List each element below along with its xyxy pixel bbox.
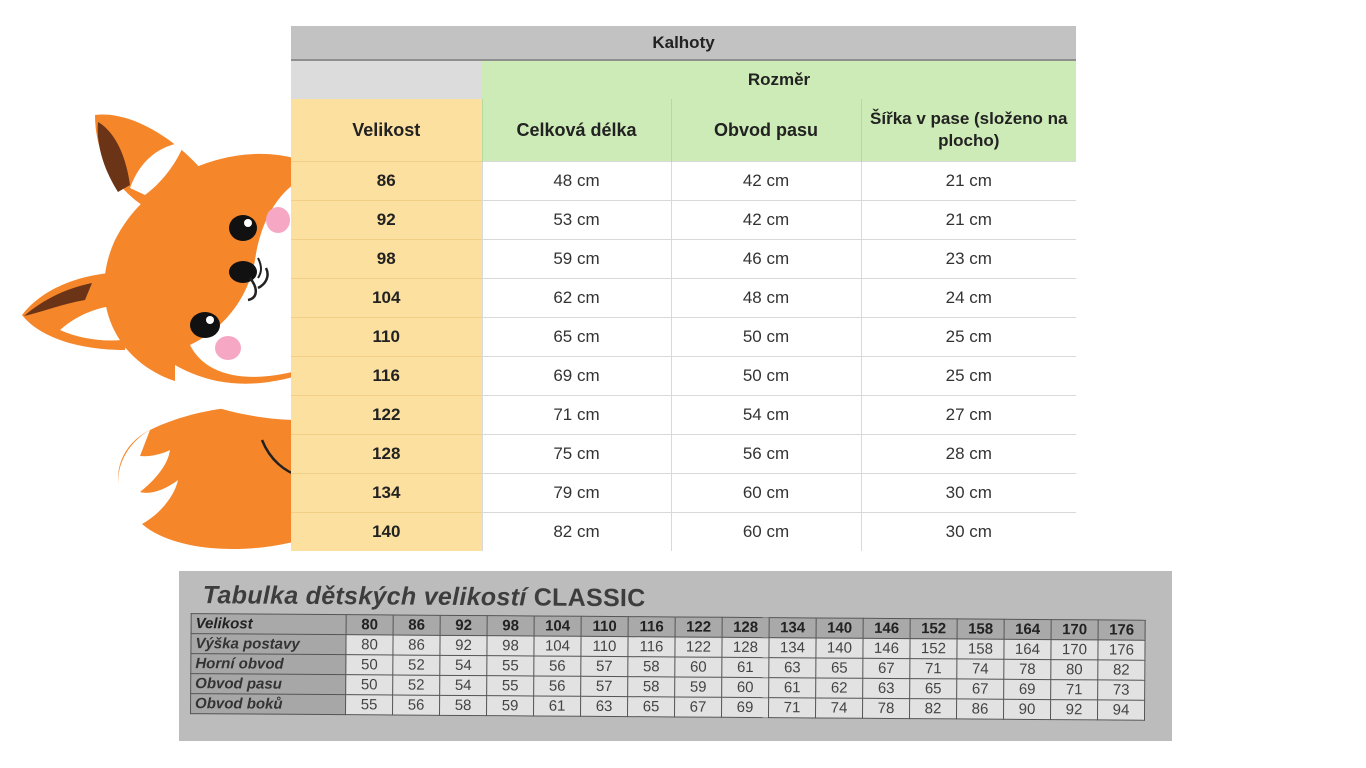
value-cell: 128: [722, 617, 769, 637]
waist-cell: 48 cm: [671, 279, 861, 318]
width-cell: 21 cm: [861, 201, 1076, 240]
value-cell: 92: [440, 615, 487, 635]
value-cell: 65: [910, 679, 957, 699]
value-cell: 122: [675, 637, 722, 657]
table-row: [291, 240, 1076, 279]
value-cell: 140: [816, 618, 863, 638]
value-cell: 56: [392, 695, 439, 715]
value-cell: 54: [440, 675, 487, 695]
length-cell: 69 cm: [482, 357, 671, 396]
value-cell: 170: [1051, 620, 1098, 640]
value-cell: 82: [909, 699, 956, 719]
waist-cell: 54 cm: [671, 396, 861, 435]
value-cell: 55: [346, 695, 393, 715]
row-label: Obvod pasu: [191, 674, 346, 695]
value-cell: 71: [910, 659, 957, 679]
value-cell: 59: [675, 677, 722, 697]
width-cell: 28 cm: [861, 435, 1076, 474]
value-cell: 61: [722, 657, 769, 677]
value-cell: 60: [675, 657, 722, 677]
value-cell: 50: [346, 675, 393, 695]
length-cell: 59 cm: [482, 240, 671, 279]
value-cell: 54: [440, 655, 487, 675]
waist-cell: 42 cm: [671, 201, 861, 240]
value-cell: 63: [769, 658, 816, 678]
value-cell: 58: [628, 677, 675, 697]
width-cell: 23 cm: [861, 240, 1076, 279]
value-cell: 71: [1051, 680, 1098, 700]
value-cell: 69: [721, 697, 768, 717]
value-cell: 71: [768, 698, 815, 718]
value-cell: 58: [628, 657, 675, 677]
value-cell: 65: [816, 658, 863, 678]
value-cell: 98: [487, 616, 534, 636]
value-cell: 61: [769, 678, 816, 698]
pants-size-table: [291, 26, 1076, 551]
table-row: [291, 396, 1076, 435]
size-cell: 98: [291, 240, 482, 279]
value-cell: 80: [346, 615, 393, 635]
column-header-length: Celková délka: [482, 99, 671, 162]
classic-title-text: Tabulka dětských velikostí: [202, 581, 534, 612]
value-cell: 78: [862, 698, 909, 718]
value-cell: 98: [487, 636, 534, 656]
size-cell: 86: [291, 162, 482, 201]
length-cell: 75 cm: [482, 435, 671, 474]
value-cell: 176: [1098, 620, 1145, 640]
value-cell: 140: [816, 638, 863, 658]
value-cell: 94: [1097, 700, 1144, 720]
waist-cell: 46 cm: [671, 240, 861, 279]
waist-cell: 60 cm: [671, 513, 861, 552]
value-cell: 62: [816, 678, 863, 698]
table-row: [291, 474, 1076, 513]
value-cell: 134: [769, 638, 816, 658]
value-cell: 116: [628, 617, 675, 637]
value-cell: 92: [440, 635, 487, 655]
table-row: [291, 513, 1076, 552]
value-cell: 176: [1098, 640, 1145, 660]
fox-illustration: [0, 100, 300, 560]
size-cell: 134: [291, 474, 482, 513]
value-cell: 67: [957, 679, 1004, 699]
value-cell: 86: [393, 615, 440, 635]
waist-cell: 50 cm: [671, 318, 861, 357]
table-row: [291, 435, 1076, 474]
value-cell: 60: [722, 677, 769, 697]
waist-cell: 50 cm: [671, 357, 861, 396]
value-cell: 92: [1050, 700, 1097, 720]
corner-cell: [291, 60, 482, 99]
width-cell: 25 cm: [861, 357, 1076, 396]
value-cell: 80: [1051, 660, 1098, 680]
value-cell: 116: [628, 637, 675, 657]
classic-title: [203, 581, 646, 613]
value-cell: 110: [581, 636, 628, 656]
value-cell: 69: [1004, 679, 1051, 699]
table-row: [291, 162, 1076, 201]
value-cell: 146: [863, 618, 910, 638]
column-header-waist: Obvod pasu: [671, 99, 861, 162]
row-label: Velikost: [191, 614, 346, 635]
width-cell: 25 cm: [861, 318, 1076, 357]
value-cell: 52: [393, 655, 440, 675]
value-cell: 56: [534, 656, 581, 676]
value-cell: 110: [581, 616, 628, 636]
value-cell: 50: [346, 655, 393, 675]
value-cell: 61: [533, 696, 580, 716]
value-cell: 122: [675, 617, 722, 637]
value-cell: 164: [1004, 619, 1051, 639]
value-cell: 56: [534, 676, 581, 696]
waist-cell: 60 cm: [671, 474, 861, 513]
value-cell: 73: [1098, 680, 1145, 700]
value-cell: 104: [534, 616, 581, 636]
value-cell: 55: [487, 676, 534, 696]
column-header-width: Šířka v pase (složeno na plocho): [861, 99, 1076, 162]
size-cell: 110: [291, 318, 482, 357]
size-header: Velikost: [291, 99, 482, 162]
waist-cell: 56 cm: [671, 435, 861, 474]
length-cell: 71 cm: [482, 396, 671, 435]
size-cell: 92: [291, 201, 482, 240]
width-cell: 27 cm: [861, 396, 1076, 435]
value-cell: 158: [957, 639, 1004, 659]
value-cell: 146: [863, 638, 910, 658]
table-row: [291, 318, 1076, 357]
value-cell: 152: [910, 639, 957, 659]
value-cell: 65: [627, 697, 674, 717]
table-title: Kalhoty: [291, 26, 1076, 60]
width-cell: 30 cm: [861, 474, 1076, 513]
value-cell: 158: [957, 619, 1004, 639]
value-cell: 52: [393, 675, 440, 695]
row-label: Horní obvod: [191, 654, 346, 675]
value-cell: 164: [1004, 639, 1051, 659]
length-cell: 65 cm: [482, 318, 671, 357]
width-cell: 30 cm: [861, 513, 1076, 552]
waist-cell: 42 cm: [671, 162, 861, 201]
width-cell: 21 cm: [861, 162, 1076, 201]
size-cell: 140: [291, 513, 482, 552]
size-cell: 104: [291, 279, 482, 318]
group-header: Rozměr: [482, 60, 1076, 99]
table-row: [291, 201, 1076, 240]
length-cell: 53 cm: [482, 201, 671, 240]
value-cell: 59: [486, 696, 533, 716]
length-cell: 62 cm: [482, 279, 671, 318]
value-cell: 86: [393, 635, 440, 655]
length-cell: 48 cm: [482, 162, 671, 201]
value-cell: 78: [1004, 659, 1051, 679]
value-cell: 67: [674, 697, 721, 717]
value-cell: 104: [534, 636, 581, 656]
value-cell: 67: [863, 658, 910, 678]
size-cell: 128: [291, 435, 482, 474]
size-cell: 116: [291, 357, 482, 396]
classic-table: [190, 613, 1146, 721]
value-cell: 80: [346, 635, 393, 655]
row-label: Výška postavy: [191, 634, 346, 655]
width-cell: 24 cm: [861, 279, 1076, 318]
table-row: [291, 279, 1076, 318]
value-cell: 63: [580, 696, 627, 716]
value-cell: 55: [487, 656, 534, 676]
value-cell: 57: [581, 656, 628, 676]
length-cell: 79 cm: [482, 474, 671, 513]
value-cell: 134: [769, 618, 816, 638]
value-cell: 82: [1098, 660, 1145, 680]
value-cell: 90: [1003, 699, 1050, 719]
classic-title-brand: CLASSIC: [533, 583, 646, 613]
classic-size-photo: [179, 571, 1172, 741]
value-cell: 74: [815, 698, 862, 718]
table-row: [291, 357, 1076, 396]
row-label: Obvod boků: [191, 694, 346, 715]
value-cell: 57: [581, 676, 628, 696]
value-cell: 86: [956, 699, 1003, 719]
value-cell: 128: [722, 637, 769, 657]
size-cell: 122: [291, 396, 482, 435]
length-cell: 82 cm: [482, 513, 671, 552]
value-cell: 152: [910, 619, 957, 639]
value-cell: 170: [1051, 640, 1098, 660]
value-cell: 58: [439, 695, 486, 715]
value-cell: 74: [957, 659, 1004, 679]
value-cell: 63: [863, 678, 910, 698]
